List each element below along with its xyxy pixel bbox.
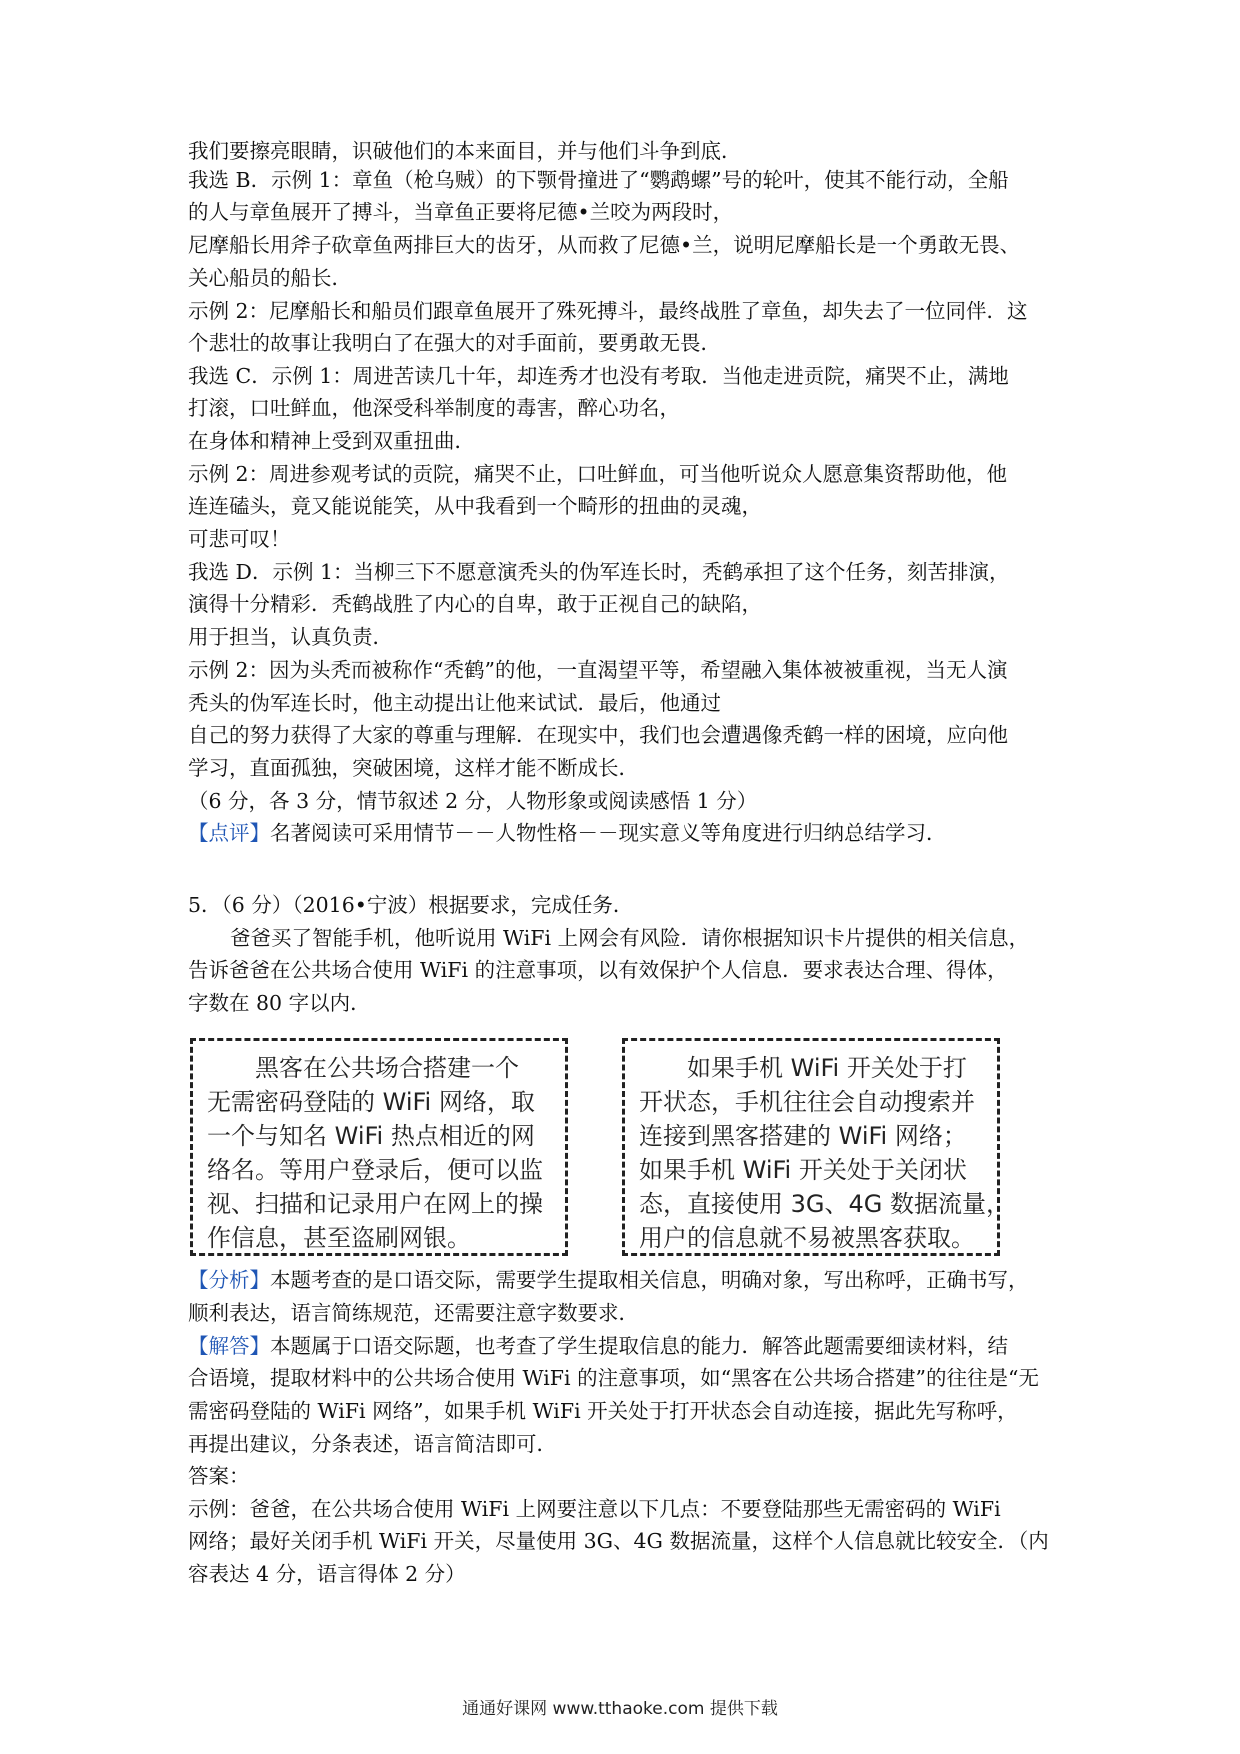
text-line: （6 分，各 3 分，情节叙述 2 分，人物形象或阅读感悟 1 分） [188,789,758,813]
text-line: 的人与章鱼展开了搏斗，当章鱼正要将尼德•兰咬为两段时， [188,200,734,224]
text-line: 示例 2：周进参观考试的贡院，痛哭不止，口吐鲜血，可当他听说众人愿意集资帮助他，他 [188,462,1008,486]
solution-line [188,1330,1068,1362]
analysis-tag: 【分析】 [188,1268,270,1292]
card-line: 用户的信息就不易被黑客获取。 [639,1224,975,1252]
solution-line: 需密码登陆的 WiFi 网络”，如果手机 WiFi 开关处于打开状态会自动连接，据此先写称呼， [188,1399,1018,1423]
text-line: 连连磕头，竟又能说能笑，从中我看到一个畸形的扭曲的灵魂， [188,494,762,518]
card-line: 如果手机 WiFi 开关处于打 [687,1054,967,1082]
analysis-line: 顺利表达，语言简练规范，还需要注意字数要求． [188,1301,639,1325]
text-line: 示例 2：因为头秃而被称作“秃鹤”的他，一直渴望平等，希望融入集体被被重视，当无人演 [188,658,1008,682]
text-line: 个悲壮的故事让我明白了在强大的对手面前，要勇敢无畏． [188,331,721,355]
answer-line: 示例：爸爸，在公共场合使用 WiFi 上网要注意以下几点：不要登陆那些无需密码的 WiFi [188,1497,1001,1521]
knowledge-card-left [190,1038,568,1256]
text-line: 我选 C．示例 1：周进苦读几十年，却连秀才也没有考取．当他走进贡院，痛哭不止，满地 [188,364,1009,388]
text-line: 在身体和精神上受到双重扭曲． [188,429,475,453]
card-line: 连接到黑客搭建的 WiFi 网络； [639,1122,967,1150]
card-line: 视、扫描和记录用户在网上的操 [207,1190,543,1218]
text-line: 自己的努力获得了大家的尊重与理解．在现实中，我们也会遭遇像秃鹤一样的困境，应向他 [188,723,1008,747]
card-line: 开状态，手机往往会自动搜索并 [639,1088,975,1116]
answer-line: 网络；最好关闭手机 WiFi 开关，尽量使用 3G、4G 数据流量，这样个人信息就比较安全．（内 [188,1529,1049,1553]
question-line: 爸爸买了智能手机，他听说用 WiFi 上网会有风险．请你根据知识卡片提供的相关信息， [230,926,1030,950]
text-line: 我选 D．示例 1：当柳三下不愿意演秃头的伪军连长时，秃鹤承担了这个任务，刻苦排演， [188,560,1010,584]
text-line: 我选 B．示例 1：章鱼（枪乌贼）的下颚骨撞进了“鹦鹉螺”号的轮叶，使其不能行动，全船 [188,168,1009,192]
solution-tag: 【解答】 [188,1334,270,1358]
text-line: 可悲可叹！ [188,527,291,551]
card-line: 态，直接使用 3G、4G 数据流量， [639,1190,1010,1218]
knowledge-card-right [622,1038,1010,1256]
question-line: 告诉爸爸在公共场合使用 WiFi 的注意事项，以有效保护个人信息．要求表达合理、得体， [188,958,1008,982]
card-line: 如果手机 WiFi 开关处于关闭状 [639,1156,967,1184]
page-footer: 通通好课网 www.tthaoke.com 提供下载 [462,1699,778,1719]
card-line: 络名。等用户登录后，便可以监 [207,1156,543,1184]
card-line: 一个与知名 WiFi 热点相近的网 [207,1122,535,1150]
text-line: 尼摩船长用斧子砍章鱼两排巨大的齿牙，从而救了尼德•兰，说明尼摩船长是一个勇敢无畏、 [188,233,1021,257]
text-line: 示例 2：尼摩船长和船员们跟章鱼展开了殊死搏斗，最终战胜了章鱼，却失去了一位同伴．这 [188,299,1028,323]
question-line: 字数在 80 字以内． [188,991,371,1015]
text-line: 秃头的伪军连长时，他主动提出让他来试试．最后，他通过 [188,691,721,715]
text-line: 演得十分精彩．秃鹤战胜了内心的自卑，敢于正视自己的缺陷， [188,592,762,616]
card-line: 作信息，甚至盗刷网银。 [207,1224,471,1252]
analysis-text: 本题考查的是口语交际，需要学生提取相关信息，明确对象，写出称呼，正确书写， [270,1268,1029,1292]
text-line: 学习，直面孤独，突破困境，这样才能不断成长． [188,756,639,780]
text-line: 关心船员的船长． [188,266,352,290]
text-line: 我们要擦亮眼睛，识破他们的本来面目，并与他们斗争到底． [188,139,742,163]
card-line: 无需密码登陆的 WiFi 网络，取 [207,1088,535,1116]
solution-text: 本题属于口语交际题，也考查了学生提取信息的能力．解答此题需要细读材料，结 [270,1334,1008,1358]
text-line: 用于担当，认真负责． [188,625,393,649]
comment-tag: 【点评】 [188,821,270,845]
solution-line: 再提出建议，分条表述，语言简洁即可． [188,1432,557,1456]
card-line: 黑客在公共场合搭建一个 [255,1054,519,1082]
answer-label: 答案： [188,1464,250,1488]
comment-line [188,817,1068,849]
analysis-line [188,1264,1068,1296]
text-line: 打滚，口吐鲜血，他深受科举制度的毒害，醉心功名， [188,396,680,420]
answer-line: 容表达 4 分，语言得体 2 分） [188,1562,466,1586]
solution-line: 合语境，提取材料中的公共场合使用 WiFi 的注意事项，如“黑客在公共场合搭建”的往往是“无 [188,1366,1040,1390]
question-header: 5．（6 分）（2016•宁波）根据要求，完成任务． [188,893,634,917]
comment-text: 名著阅读可采用情节－－人物性格－－现实意义等角度进行归纳总结学习． [270,821,947,845]
